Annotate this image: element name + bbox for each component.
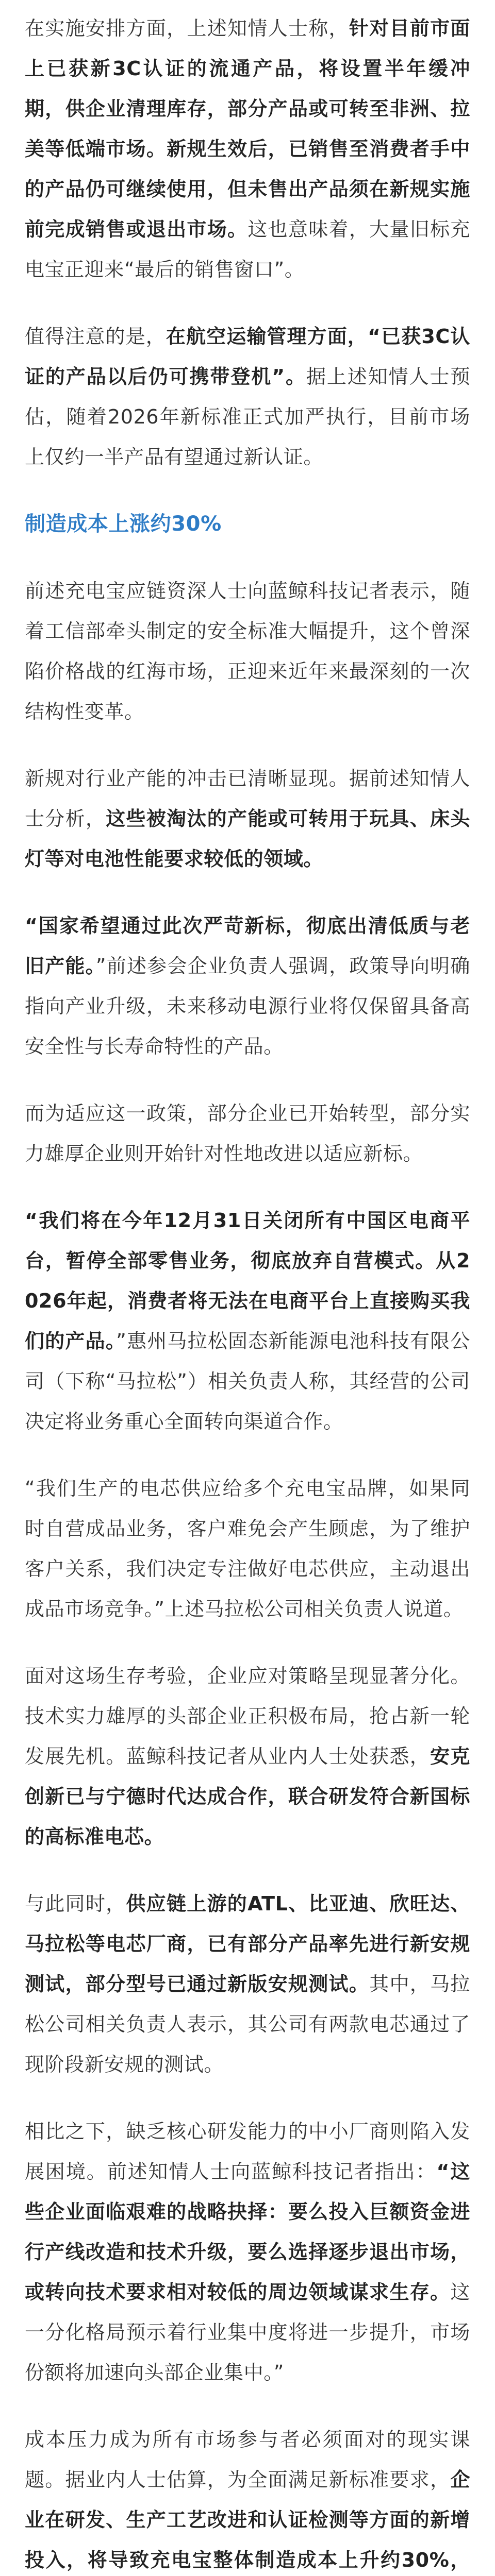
paragraph-2-bold-1: 在航空运输管理方面，“已获3C认证的产品以后仍可携带登机”。 — [25, 325, 471, 388]
paragraph-7-text-1: ”惠州马拉松固态新能源电池科技有限公司（下称“马拉松”）相关负责人称，其经营的公司决定将业务重心全面转向渠道合作。 — [25, 1330, 470, 1433]
paragraph-9-text-1: 面对这场生存考验，企业应对策略呈现显著分化。技术实力雄厚的头部企业正积极布局，抢占新一轮发展先机。蓝鲸科技记者从业内人士处获悉， — [25, 1665, 470, 1768]
paragraph-9 — [25, 1656, 470, 1857]
paragraph-gap — [25, 477, 470, 504]
paragraph-1-bold-1: 针对目前市面上已获新3C认证的流通产品，将设置半年缓冲期，供企业清理库存，部分产品或可转至非洲、拉美等低端市场。新规生效后，已销售至消费者手中的产品仍可继续使用，但未售出产品须在新规实施前完成销售或退出市场。 — [25, 17, 470, 241]
paragraph-11-text-1: 相比之下，缺乏核心研发能力的中小厂商则陷入发展困境。前述知情人士向蓝鲸科技记者指出： — [25, 2120, 470, 2183]
paragraph-gap — [25, 2084, 470, 2111]
paragraph-10-bold-1: 供应链上游的ATL、比亚迪、欣旺达、马拉松等电芯厂商，已有部分产品率先进行新安规测试，部分型号已通过新版安规测试。 — [25, 1892, 470, 1995]
paragraph-2-text-2: 据上述知情人士预估，随着2026年新标准正式加严执行，目前市场上仅约一半产品有望通过新认证。 — [25, 365, 470, 468]
paragraph-4-text-1: 新规对行业产能的冲击已清晰显现。据前述知情人士分析， — [25, 767, 470, 830]
paragraph-6 — [25, 1093, 470, 1174]
paragraph-11-text-2: 这一分化格局预示着行业集中度将进一步提升，市场份额将加速向头部企业集中。” — [25, 2281, 470, 2384]
paragraph-3-text-1: 前述充电宝应链资深人士向蓝鲸科技记者表示，随着工信部牵头制定的安全标准大幅提升，这个曾深陷价格战的红海市场，正迎来近年来最深刻的一次结构性变革。 — [25, 580, 470, 723]
paragraph-12-text-1: 成本压力成为所有市场参与者必须面对的现实课题。据业内人士估算，为全面满足新标准要求， — [25, 2428, 470, 2491]
paragraph-10-text-1: 与此同时， — [25, 1892, 126, 1915]
paragraph-1 — [25, 8, 470, 290]
paragraph-12 — [25, 2419, 470, 2576]
paragraph-2-text-1: 值得注意的是， — [25, 325, 166, 348]
paragraph-4 — [25, 758, 470, 879]
section-heading: 制造成本上涨约30% — [25, 512, 222, 536]
paragraph-10-text-2: 其中，马拉松公司相关负责人表示，其公司有两款电芯通过了现阶段新安规的测试。 — [25, 1973, 470, 2076]
paragraph-gap — [25, 544, 470, 571]
paragraph-1-text-1: 在实施安排方面，上述知情人士称， — [25, 17, 349, 40]
paragraph-7 — [25, 1200, 470, 1442]
paragraph-3 — [25, 571, 470, 732]
paragraph-8 — [25, 1468, 470, 1629]
paragraph-8-text-1: “我们生产的电芯供应给多个充电宝品牌，如果同时自营成品业务，客户难免会产生顾虑，为了维护客户关系，我们决定专注做好电芯供应，主动退出成品市场竞争。”上述马拉松公司相关负责人说道。 — [25, 1477, 470, 1620]
paragraph-4-bold-1: 这些被淘汰的产能或可转用于玩具、床头灯等对电池性能要求较低的领域。 — [25, 807, 470, 870]
top-spacer — [25, 0, 470, 8]
paragraph-1-text-2: 这也意味着，大量旧标充电宝正迎来“最后的销售窗口”。 — [25, 218, 470, 281]
paragraph-5-text-1: ”前述参会企业负责人强调，政策导向明确指向产业升级，未来移动电源行业将仅保留具备高安全性与长寿命特性的产品。 — [25, 955, 470, 1058]
paragraph-7-bold-1: “我们将在今年12月31日关闭所有中国区电商平台，暂停全部零售业务，彻底放弃自营模式。从2026年起，消费者将无法在电商平台上直接购买我们的产品。 — [25, 1209, 470, 1352]
paragraph-9-bold-1: 安克创新已与宁德时代达成合作，联合研发符合新国标的高标准电芯。 — [25, 1745, 470, 1848]
paragraph-gap — [25, 732, 470, 758]
paragraph-6-text-1: 而为适应这一政策，部分企业已开始转型，部分实力雄厚企业则开始针对性地改进以适应新标。 — [25, 1102, 470, 1165]
paragraph-gap — [25, 1066, 470, 1093]
paragraph-5-bold-1: “国家希望通过此次严苛新标，彻底出清低质与老旧产能。 — [25, 914, 470, 977]
paragraph-gap — [25, 1174, 470, 1200]
paragraph-11-bold-1: “这些企业面临艰难的战略抉择：要么投入巨额资金进行产线改造和技术升级，要么选择逐步退出市场，或转向技术要求相对较低的周边领域谋求生存。 — [25, 2160, 470, 2303]
paragraph-gap — [25, 1442, 470, 1468]
paragraph-gap — [25, 879, 470, 906]
paragraph-gap — [25, 1857, 470, 1884]
paragraph-gap — [25, 2393, 470, 2419]
paragraph-2 — [25, 316, 470, 477]
paragraph-11 — [25, 2111, 470, 2393]
paragraph-10 — [25, 1884, 470, 2084]
paragraph-5 — [25, 906, 470, 1066]
paragraph-gap — [25, 1629, 470, 1656]
paragraph-12-bold-1: 企业在研发、生产工艺改进和认证检测等方面的新增投入，将导致充电宝整体制造成本上升约30%， — [25, 2468, 470, 2571]
paragraph-gap — [25, 290, 470, 316]
